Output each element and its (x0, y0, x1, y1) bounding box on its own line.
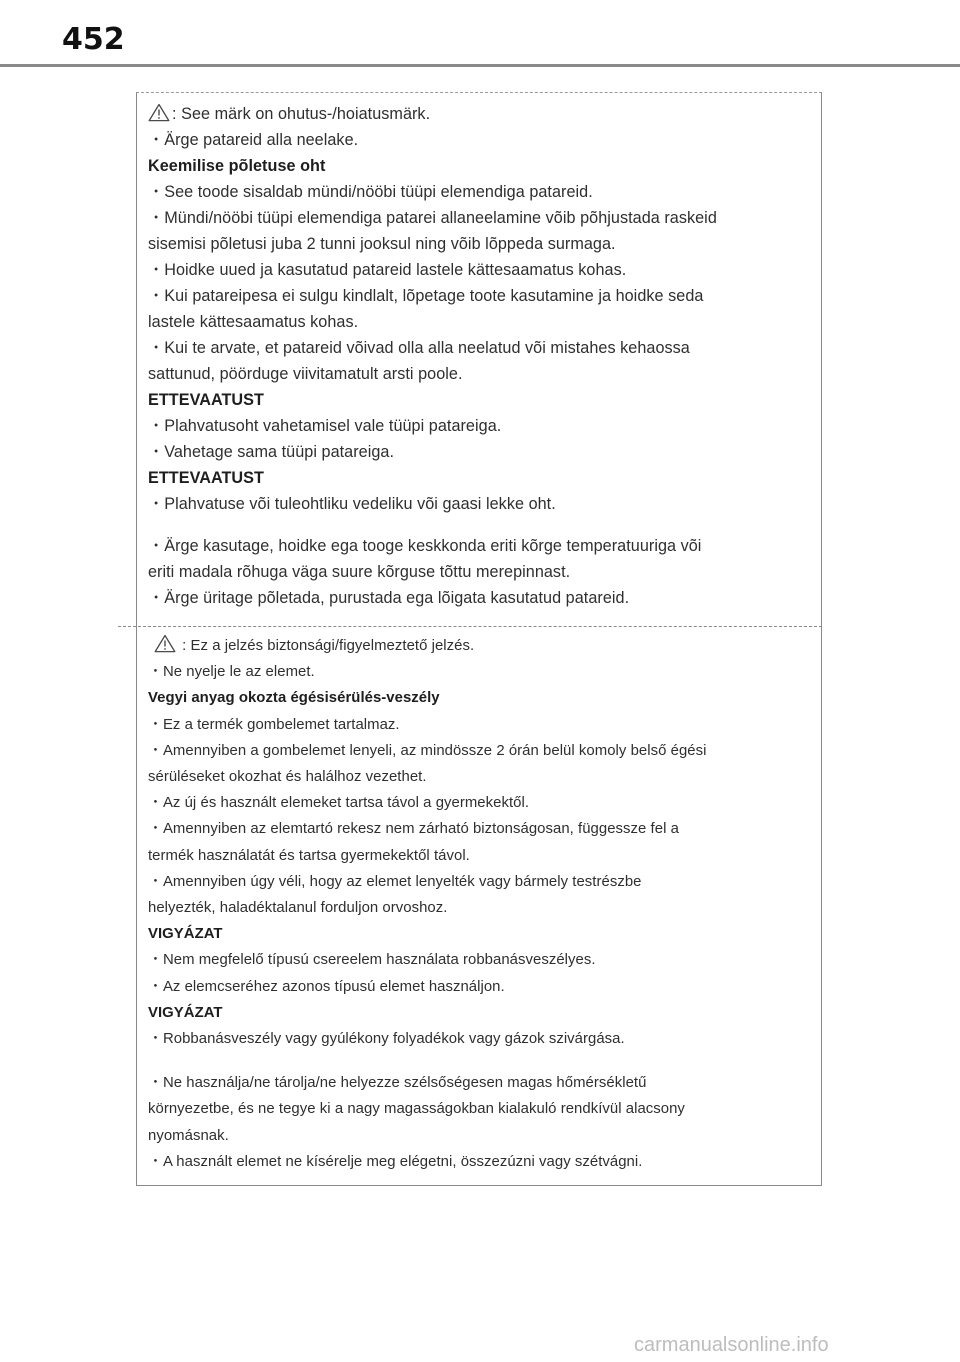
et-line: sisemisi põletusi juba 2 tunni jooksul ning võib lõppeda surmaga. (148, 235, 616, 253)
et-line: ・Plahvatuse või tuleohtliku vedeliku või gaasi lekke oht. (148, 495, 556, 513)
hu-line: ・Az elemcseréhez azonos típusú elemet használjon. (148, 978, 505, 995)
et-heading: ETTEVAATUST (148, 391, 264, 409)
hu-line: ・Ez a termék gombelemet tartalmaz. (148, 716, 400, 733)
header-rule (0, 64, 960, 67)
hu-heading: VIGYÁZAT (148, 926, 223, 943)
hungarian-icon-line (148, 633, 808, 659)
hu-heading: VIGYÁZAT (148, 1004, 223, 1021)
hu-line: nyomásnak. (148, 1127, 229, 1144)
et-line: lastele kättesaamatus kohas. (148, 313, 359, 331)
estonian-icon-text: : See märk on ohutus-/hoiatusmärk. (172, 105, 431, 123)
footer-watermark: carmanualsonline.info (634, 1334, 829, 1356)
et-line: ・Ärge patareid alla neelake. (148, 131, 359, 149)
et-line: ・Ärge üritage põletada, purustada ega lõigata kasutatud patareid. (148, 589, 630, 607)
et-line: ・Vahetage sama tüüpi patareiga. (148, 443, 395, 461)
et-line: ・Kui te arvate, et patareid võivad olla alla neelatud või mistahes kehaossa (148, 339, 690, 357)
et-line: ・Mündi/nööbi tüüpi elemendiga patarei allaneelamine võib põhjustada raskeid (148, 209, 717, 227)
hu-line: ・Ne használja/ne tárolja/ne helyezze szélsőségesen magas hőmérsékletű (148, 1075, 647, 1092)
spacer (148, 517, 808, 533)
hungarian-warning-section (148, 633, 808, 1175)
spacer (148, 1052, 808, 1070)
hungarian-icon-text: : Ez a jelzés biztonsági/figyelmeztető jelzés. (178, 638, 475, 654)
hu-line: ・Amennyiben a gombelemet lenyeli, az mindössze 2 órán belül komoly belső égési (148, 742, 707, 759)
et-heading: Keemilise põletuse oht (148, 157, 326, 175)
warning-triangle-icon (148, 103, 170, 122)
hu-line: környezetbe, és ne tegye ki a nagy magasságokban kialakuló rendkívül alacsony (148, 1101, 685, 1118)
et-line: sattunud, pöörduge viivitamatult arsti poole. (148, 365, 463, 383)
hu-line: ・Nem megfelelő típusú csereelem használata robbanásveszélyes. (148, 952, 596, 969)
warning-triangle-icon (154, 634, 176, 653)
hu-line: ・A használt elemet ne kísérelje meg elégetni, összezúzni vagy szétvágni. (148, 1153, 643, 1170)
estonian-icon-line (148, 101, 808, 127)
et-line: eriti madala rõhuga väga suure kõrguse tõttu merepinnast. (148, 563, 571, 581)
et-line: ・Hoidke uued ja kasutatud patareid lastele kättesaamatus kohas. (148, 261, 627, 279)
hu-line: termék használatát és tartsa gyermekektől távol. (148, 847, 470, 864)
et-line: ・Ärge kasutage, hoidke ega tooge keskkonda eriti kõrge temperatuuriga või (148, 537, 702, 555)
estonian-warning-section (148, 101, 808, 611)
language-divider (118, 626, 822, 627)
hu-heading: Vegyi anyag okozta égésisérülés-veszély (148, 690, 440, 707)
et-line: ・Kui patareipesa ei sulgu kindlalt, lõpetage toote kasutamine ja hoidke seda (148, 287, 704, 305)
et-heading: ETTEVAATUST (148, 469, 264, 487)
hu-line: ・Ne nyelje le az elemet. (148, 664, 315, 681)
hu-line: ・Az új és használt elemeket tartsa távol a gyermekektől. (148, 795, 530, 812)
hu-line: helyezték, haladéktalanul forduljon orvoshoz. (148, 900, 448, 917)
hu-line: ・Amennyiben úgy véli, hogy az elemet lenyelték vagy bármely testrészbe (148, 873, 642, 890)
et-line: ・See toode sisaldab mündi/nööbi tüüpi elemendiga patareid. (148, 183, 593, 201)
page-number: 452 (62, 22, 125, 57)
et-line: ・Plahvatusoht vahetamisel vale tüüpi patareiga. (148, 417, 502, 435)
hu-line: ・Amennyiben az elemtartó rekesz nem zárható biztonságosan, függessze fel a (148, 821, 679, 838)
hu-line: ・Robbanásveszély vagy gyúlékony folyadékok vagy gázok szivárgása. (148, 1031, 625, 1048)
hu-line: sérüléseket okozhat és halálhoz vezethet. (148, 769, 427, 786)
